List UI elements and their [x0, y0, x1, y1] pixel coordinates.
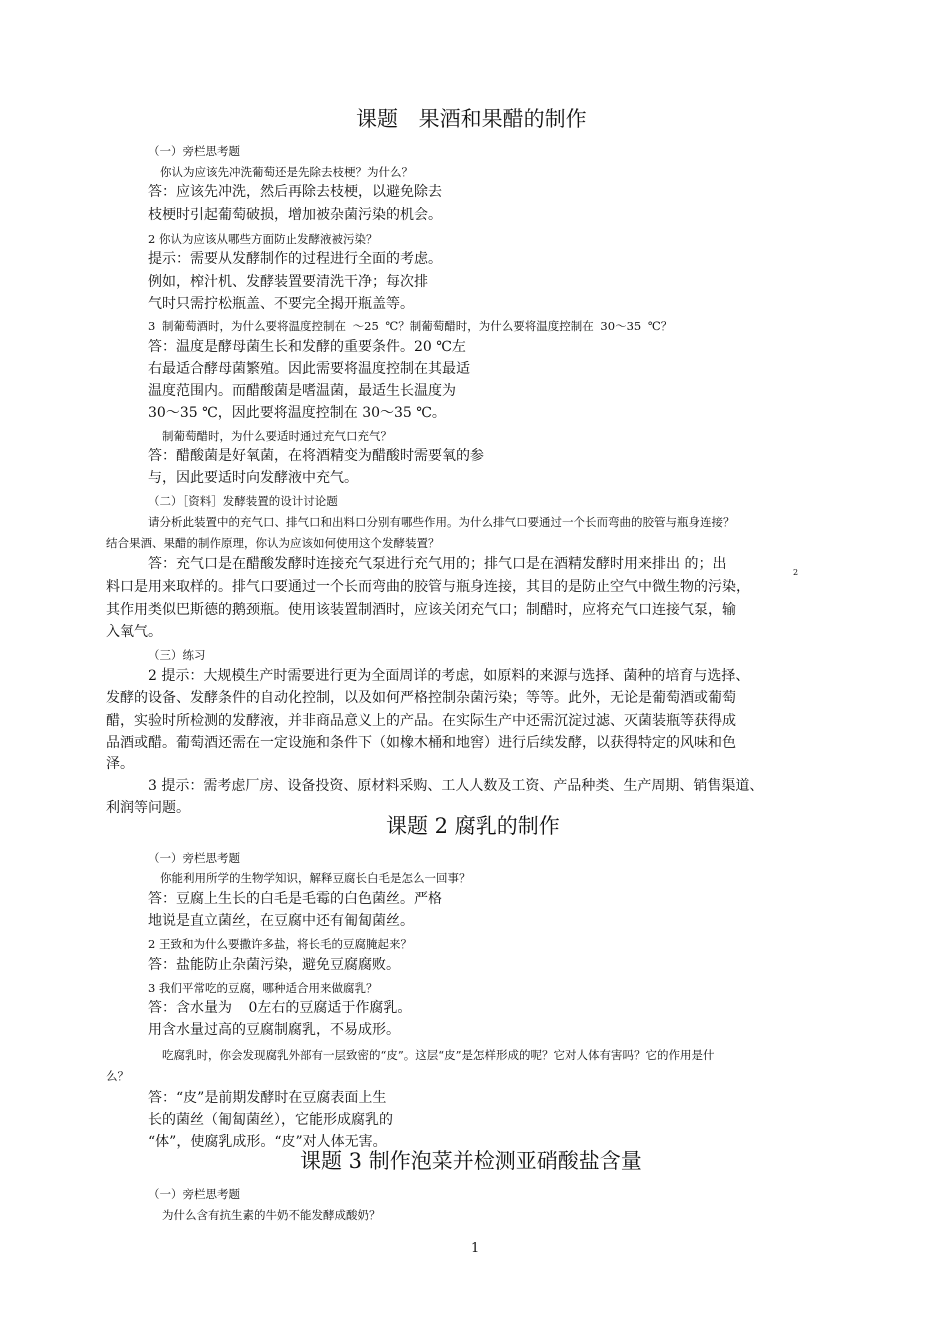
s1-answer-2-line-1: 提示：需要从发酵制作的过程进行全面的考虑。	[148, 251, 442, 267]
s1-exercise-3-line-1: 3 提示：需考虑厂房、设备投资、原材料采购、工人人数及工资、产品种类、生产周期、销售渠道、	[148, 778, 764, 794]
s2-answer-4-line-3: “体”，使腐乳成形。“皮”对人体无害。	[148, 1134, 387, 1150]
s1-exercise-2-line-2: 发酵的设备、发酵条件的自动化控制，以及如何严格控制杂菌污染；等等。此外，无论是葡萄酒或葡萄	[106, 690, 736, 706]
s2-question-2: 2 王致和为什么要撒许多盐，将长毛的豆腐腌起来？	[148, 937, 412, 951]
s2-subheading-1: （一）旁栏思考题	[148, 851, 240, 865]
s2-question-4-line-2: 么？	[106, 1069, 129, 1083]
s1-exercise-3-line-2: 利润等问题。	[106, 800, 190, 816]
s3-subheading-1: （一）旁栏思考题	[148, 1187, 240, 1201]
s2-answer-2-line-1: 答：盐能防止杂菌污染，避免豆腐腐败。	[148, 957, 400, 973]
s1-discussion-answer-line-3: 其作用类似巴斯德的鹅颈瓶。使用该装置制酒时，应该关闭充气口；制醋时，应将充气口连接气泵，输	[106, 602, 736, 618]
section-2-title: 课题 2 腐乳的制作	[386, 814, 560, 838]
s2-answer-4-line-2: 长的菌丝（匍匐菌丝），它能形成腐乳的	[148, 1112, 393, 1128]
s2-answer-4-line-1: 答：“皮”是前期发酵时在豆腐表面上生	[148, 1090, 387, 1106]
s1-answer-3-line-4: 30～35 ℃，因此要将温度控制在 30～35 ℃。	[148, 405, 446, 421]
s1-subheading-3: （三）练习	[148, 648, 206, 662]
s2-question-3: 3 我们平常吃的豆腐，哪种适合用来做腐乳？	[148, 981, 378, 995]
s1-answer-3-line-2: 右最适合酵母菌繁殖。因此需要将温度控制在其最适	[148, 361, 470, 377]
page-number: 1	[471, 1241, 480, 1256]
s2-answer-1-line-2: 地说是直立菌丝，在豆腐中还有匍匐菌丝。	[148, 913, 414, 929]
s2-answer-3-line-2: 用含水量过高的豆腐制腐乳，不易成形。	[148, 1022, 400, 1038]
s1-answer-1-line-1: 答：应该先冲洗，然后再除去枝梗，以避免除去	[148, 184, 442, 200]
s1-answer-2-line-3: 气时只需拧松瓶盖、不要完全揭开瓶盖等。	[148, 296, 414, 312]
s1-answer-4-line-2: 与，因此要适时向发酵液中充气。	[148, 470, 358, 486]
s2-question-4-line-1: 吃腐乳时，你会发现腐乳外部有一层致密的“皮”。这层“皮”是怎样形成的呢？它对人体有害吗？它的作用是什	[162, 1048, 715, 1062]
s1-discussion-line-1: 请分析此装置中的充气口、排气口和出料口分别有哪些作用。为什么排气口要通过一个长而弯曲的胶管与瓶身连接？	[148, 515, 735, 529]
s1-subscript-mark: 2	[793, 568, 799, 577]
s2-question-1: 你能利用所学的生物学知识，解释豆腐长白毛是怎么一回事？	[160, 871, 471, 885]
s1-answer-3-line-1: 答：温度是酵母菌生长和发酵的重要条件。20 ℃左	[148, 339, 466, 355]
s1-answer-3-line-3: 温度范围内。而醋酸菌是嗜温菌，最适生长温度为	[148, 383, 456, 399]
s1-discussion-line-2: 结合果酒、果醋的制作原理，你认为应该如何使用这个发酵装置？	[106, 536, 440, 550]
s1-answer-4-line-1: 答：醋酸菌是好氧菌，在将酒精变为醋酸时需要氧的参	[148, 448, 484, 464]
s1-exercise-2-line-3: 醋，实验时所检测的发酵液，并非商品意义上的产品。在实际生产中还需沉淀过滤、灭菌装瓶等获得成	[106, 713, 736, 729]
s3-question-1: 为什么含有抗生素的牛奶不能发酵成酸奶？	[162, 1208, 381, 1222]
s1-question-1: 你认为应该先冲洗葡萄还是先除去枝梗？为什么？	[160, 165, 413, 179]
section-3-title: 课题 3 制作泡菜并检测亚硝酸盐含量	[300, 1149, 642, 1173]
s1-answer-2-line-2: 例如，榨汁机、发酵装置要清洗干净；每次排	[148, 274, 428, 290]
s1-exercise-2-line-4: 品酒或醋。葡萄酒还需在一定设施和条件下（如橡木桶和地窖）进行后续发酵，以获得特定的风味和色	[106, 735, 736, 751]
s1-exercise-2-line-1: 2 提示：大规模生产时需要进行更为全面周详的考虑，如原料的来源与选择、菌种的培育与选择、	[148, 668, 750, 684]
s1-discussion-answer-line-1: 答：充气口是在醋酸发酵时连接充气泵进行充气用的；排气口是在酒精发酵时用来排出 的；出	[148, 556, 727, 572]
s1-discussion-answer-line-2: 料口是用来取样的。排气口要通过一个长而弯曲的胶管与瓶身连接，其目的是防止空气中微生物的污染，	[106, 579, 750, 595]
s2-answer-1-line-1: 答：豆腐上生长的白毛是毛霉的白色菌丝。严格	[148, 891, 442, 907]
s1-answer-1-line-2: 枝梗时引起葡萄破损，增加被杂菌污染的机会。	[148, 207, 442, 223]
s1-subheading-1: （一）旁栏思考题	[148, 144, 240, 158]
s1-discussion-answer-line-4: 入氧气。	[106, 624, 162, 640]
s1-exercise-2-line-5: 泽。	[106, 756, 134, 772]
s1-subheading-2: （二）［资料］发酵装置的设计讨论题	[148, 494, 338, 508]
s2-answer-3-line-1: 答：含水量为 0左右的豆腐适于作腐乳。	[148, 1000, 412, 1016]
s1-question-3: 3 制葡萄酒时，为什么要将温度控制在 ～25 ℃？制葡萄醋时，为什么要将温度控制在 30～35 ℃？	[148, 319, 673, 333]
s1-question-4: 制葡萄醋时，为什么要适时通过充气口充气？	[162, 429, 392, 443]
s1-question-2: 2 你认为应该从哪些方面防止发酵液被污染？	[148, 232, 378, 246]
section-1-title: 课题 果酒和果醋的制作	[356, 107, 587, 131]
